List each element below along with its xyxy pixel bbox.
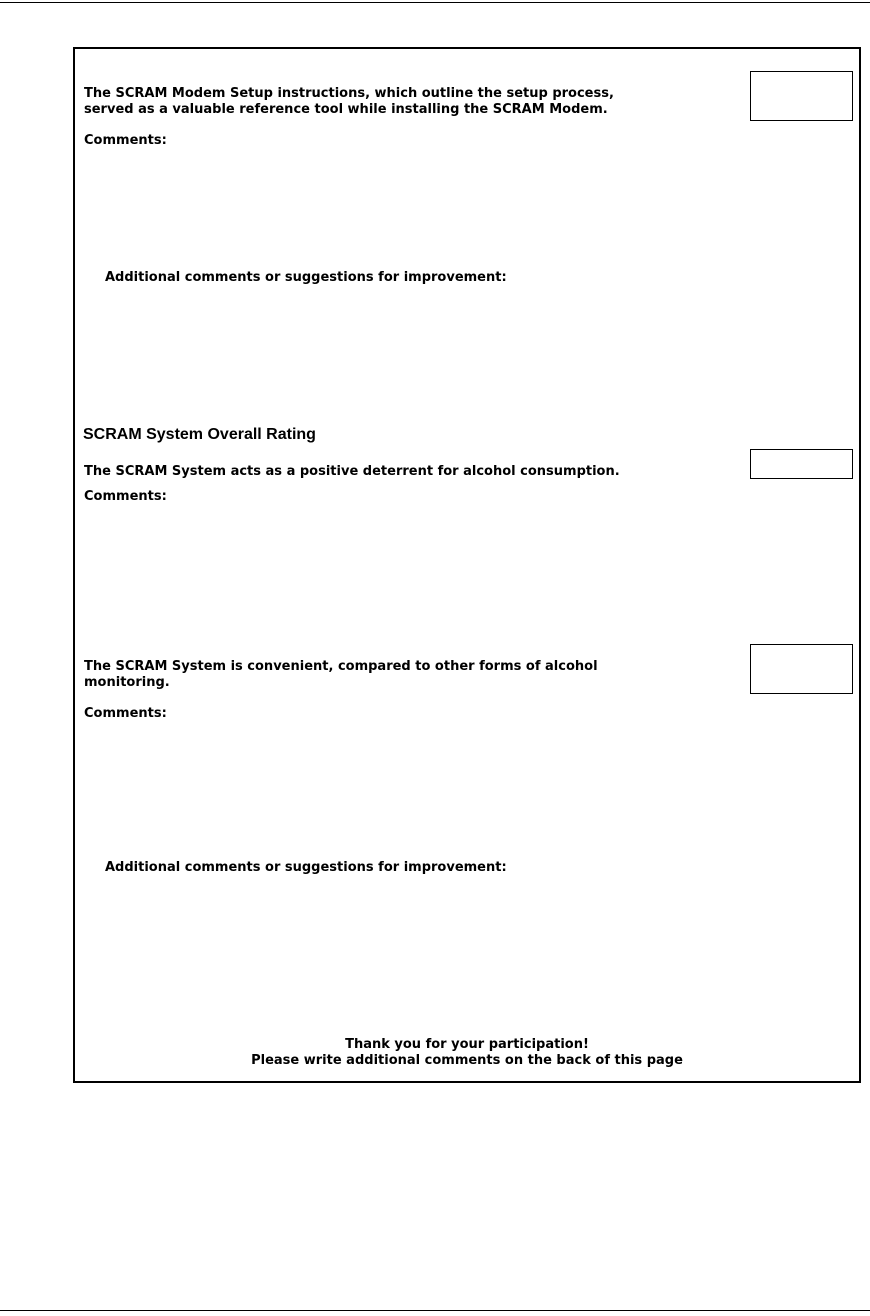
- q2-rating-box[interactable]: [750, 449, 853, 479]
- q2-comments-label: Comments:: [84, 489, 167, 504]
- back-of-page-note: Please write additional comments on the back of this page: [251, 1053, 683, 1068]
- additional-comments-label-2: Additional comments or suggestions for improvement:: [105, 860, 507, 875]
- q3-statement-line1: The SCRAM System is convenient, compared to other forms of alcohol: [84, 659, 598, 674]
- q1-statement-line1: The SCRAM Modem Setup instructions, which outline the setup process,: [84, 86, 614, 101]
- header-rule: [0, 2, 870, 3]
- q3-rating-box[interactable]: [750, 644, 853, 694]
- thank-you-text: Thank you for your participation!: [345, 1037, 589, 1052]
- q3-statement-line2: monitoring.: [84, 675, 170, 690]
- additional-comments-label-1: Additional comments or suggestions for improvement:: [105, 270, 507, 285]
- survey-form-frame: [73, 47, 861, 1083]
- section-heading: SCRAM System Overall Rating: [83, 426, 316, 443]
- q3-comments-label: Comments:: [84, 706, 167, 721]
- footer-rule: [0, 1310, 870, 1311]
- q1-rating-box[interactable]: [750, 71, 853, 121]
- q1-statement-line2: served as a valuable reference tool while installing the SCRAM Modem.: [84, 102, 608, 117]
- q2-statement: The SCRAM System acts as a positive deterrent for alcohol consumption.: [84, 464, 620, 479]
- q1-comments-label: Comments:: [84, 133, 167, 148]
